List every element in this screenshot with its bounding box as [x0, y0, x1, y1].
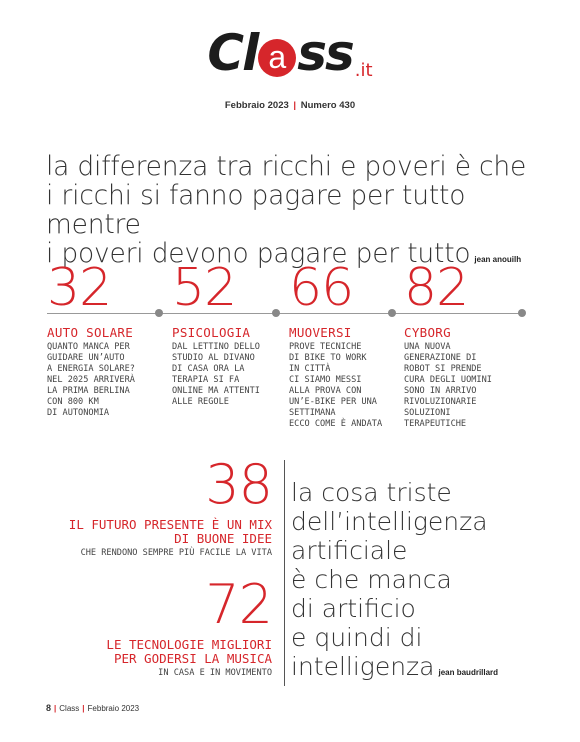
quote-bottom-author: jean baudrillard: [438, 668, 499, 677]
issue-date: Febbraio 2023: [224, 100, 289, 111]
logo-red-a: a: [258, 39, 296, 77]
stat-number: 32: [47, 258, 112, 318]
stat-block[interactable]: [47, 258, 162, 419]
feature-subtitle: IN CASA E IN MOVIMENTO: [158, 668, 272, 678]
page-number: 8: [46, 703, 52, 713]
stat-title: CYBORG: [404, 325, 451, 340]
stat-body: DAL LETTINO DELLO STUDIO AL DIVANO DI CASA ORA LA TERAPIA SI FA ONLINE MA ATTENTI ALLE REGOLE: [172, 342, 260, 407]
feature-block[interactable]: [40, 453, 272, 559]
stat-number: 66: [289, 258, 354, 318]
footer-separator: |: [54, 704, 57, 713]
page-footer: [46, 703, 139, 713]
feature-title: LE TECNOLOGIE MIGLIORI PER GODERSI LA MUSICA: [106, 637, 272, 666]
feature-title: IL FUTURO PRESENTE È UN MIX DI BUONE IDEE: [68, 517, 272, 546]
stat-title: AUTO SOLARE: [47, 325, 134, 340]
quote-top-line: i ricchi si fanno pagare per tutto mentre: [46, 180, 466, 240]
stat-body: PROVE TECNICHE DI BIKE TO WORK IN CITTÀ CI SIAMO MESSI ALLA PROVA CON UN’E-BIKE PER UNA SETTIMANA ECCO COME È ANDATA: [289, 342, 383, 429]
quote-top-author: jean anouilh: [474, 255, 522, 264]
feature-block[interactable]: [40, 573, 272, 679]
logo-tld: .it: [354, 60, 373, 81]
stat-title: PSICOLOGIA: [172, 325, 251, 340]
stat-number: 52: [172, 258, 237, 318]
column-divider: [284, 460, 285, 686]
quote-top: [46, 152, 556, 274]
logo-text-part1: Cl: [207, 24, 258, 82]
footer-separator: |: [82, 704, 85, 713]
issue-number: Numero 430: [300, 100, 356, 111]
feature-subtitle: CHE RENDONO SEMPRE PIÙ FACILE LA VITA: [80, 548, 272, 558]
quote-top-line: la differenza tra ricchi e poveri è che: [46, 151, 527, 182]
footer-date: Febbraio 2023: [87, 704, 140, 713]
stat-body: UNA NUOVA GENERAZIONE DI ROBOT SI PRENDE CURA DEGLI UOMINI SONO IN ARRIVO RIVOLUZIONARIE SOLUZIONI TERAPEUTICHE: [404, 342, 492, 429]
issue-separator: |: [293, 100, 297, 111]
quote-bottom: [291, 478, 561, 687]
issue-line: [0, 100, 580, 111]
stat-block[interactable]: [289, 258, 404, 430]
quote-top-line: i poveri devono pagare per tutto: [46, 238, 471, 269]
class-logo: [0, 24, 580, 82]
quote-bottom-text: la cosa triste dell’intelligenza artificiale è che manca di artificio e quindi di intelligenza: [291, 478, 488, 681]
stat-block[interactable]: [172, 258, 284, 408]
feature-number: 38: [205, 453, 272, 516]
logo-text-part2: ss: [297, 24, 353, 82]
stat-number: 82: [404, 258, 469, 318]
feature-number: 72: [205, 573, 272, 636]
footer-magazine: Class: [59, 704, 80, 713]
stat-body: QUANTO MANCA PER GUIDARE UN’AUTO A ENERGIA SOLARE? NEL 2025 ARRIVERÀ LA PRIMA BERLINA CON 800 KM DI AUTONOMIA: [47, 342, 135, 418]
stat-title: MUOVERSI: [289, 325, 352, 340]
